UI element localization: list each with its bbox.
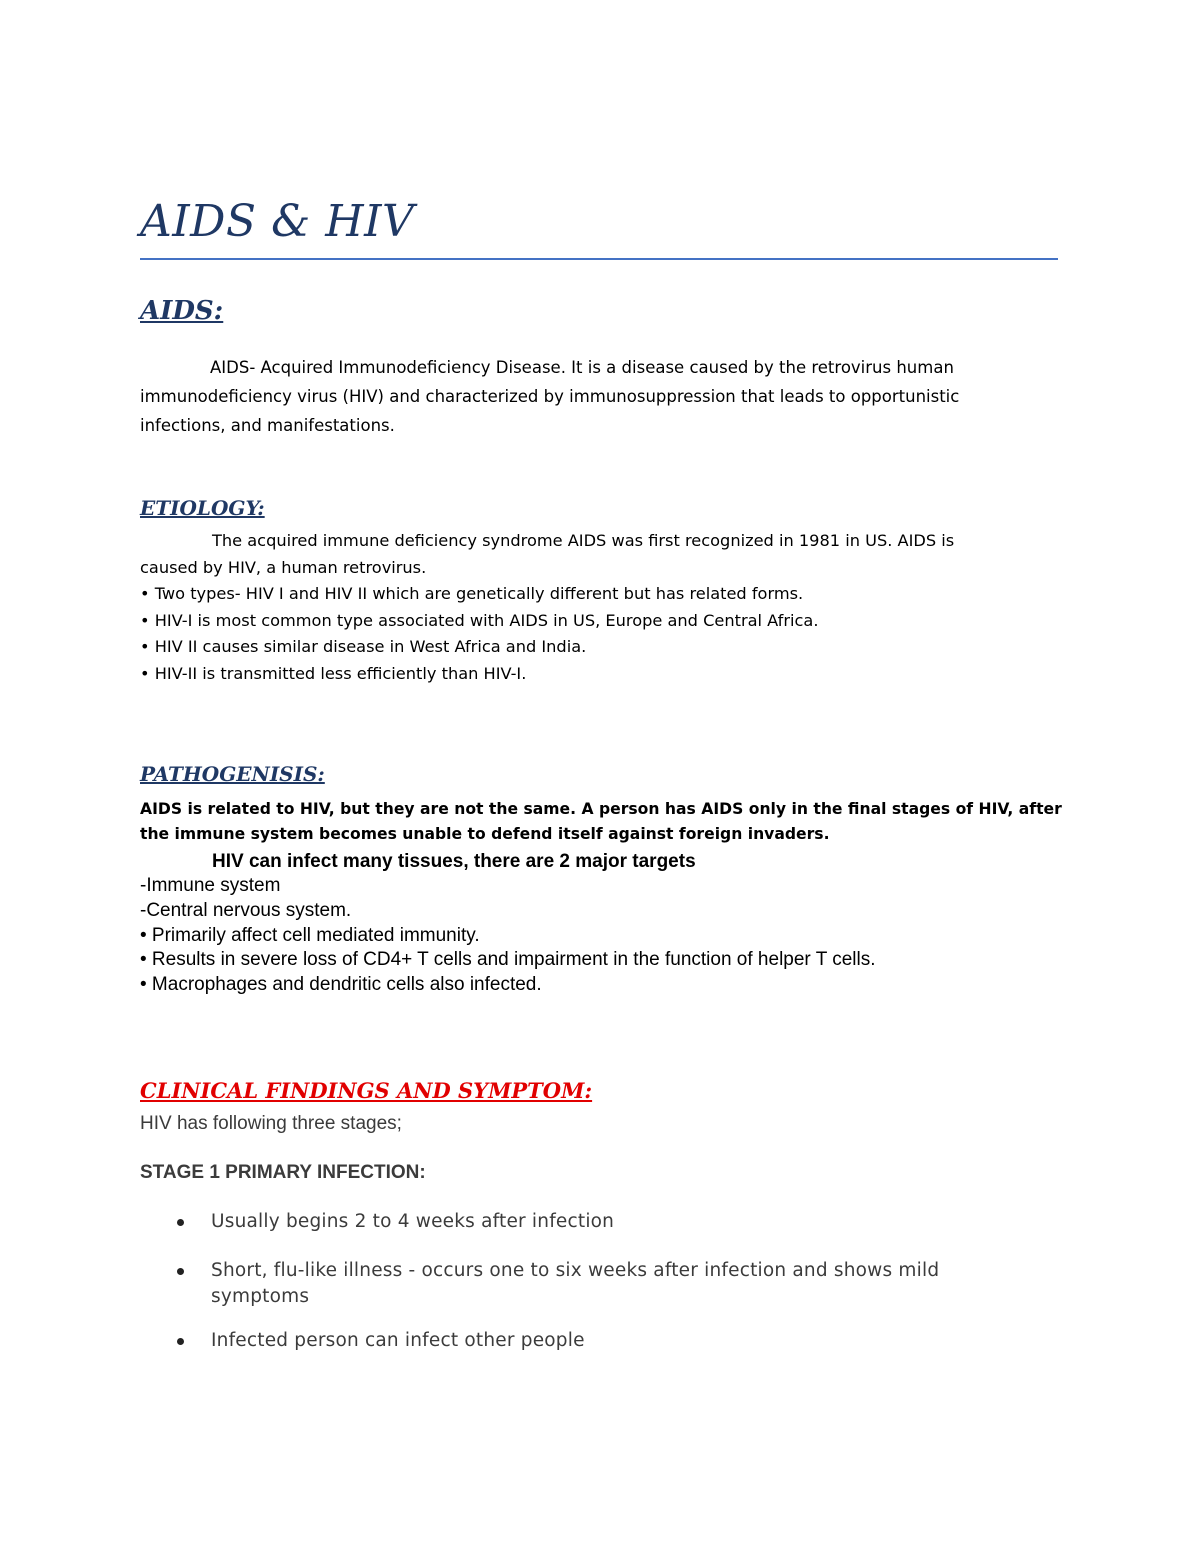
- stage-bullet: Short, flu-like illness - occurs one to six weeks after infection and shows mild: [211, 1260, 940, 1281]
- etiology-bullet: • HIV-II is transmitted less efficiently than HIV-I.: [140, 664, 527, 683]
- clinical-intro: HIV has following three stages;: [140, 1113, 402, 1134]
- title-underline-rule: [140, 258, 1058, 260]
- bullet-dot-icon: [177, 1219, 184, 1226]
- pathogenesis-bullet: • Primarily affect cell mediated immunity.: [140, 925, 480, 946]
- pathogenesis-heading: PATHOGENISIS:: [140, 762, 325, 786]
- aids-heading: AIDS:: [140, 296, 224, 326]
- document-title: AIDS & HIV: [140, 196, 415, 247]
- etiology-bullet: • HIV II causes similar disease in West Africa and India.: [140, 637, 587, 656]
- aids-line: infections, and manifestations.: [140, 416, 395, 435]
- pathogenesis-line: -Central nervous system.: [140, 900, 352, 921]
- etiology-line: caused by HIV, a human retrovirus.: [140, 558, 427, 577]
- pathogenesis-bold-line: AIDS is related to HIV, but they are not the same. A person has AIDS only in the final stages of HIV, after: [140, 800, 1062, 818]
- pathogenesis-line: -Immune system: [140, 875, 281, 896]
- bullet-dot-icon: [177, 1268, 184, 1275]
- etiology-line: The acquired immune deficiency syndrome AIDS was first recognized in 1981 in US. AIDS is: [212, 531, 955, 550]
- stage-heading: STAGE 1 PRIMARY INFECTION:: [140, 1162, 426, 1183]
- pathogenesis-bold-line: the immune system becomes unable to defend itself against foreign invaders.: [140, 825, 830, 843]
- aids-paragraph: [140, 353, 959, 440]
- pathogenesis-subheading: HIV can infect many tissues, there are 2 major targets: [212, 851, 696, 872]
- stage-bullet: Infected person can infect other people: [211, 1330, 585, 1351]
- stage-bullet: Usually begins 2 to 4 weeks after infection: [211, 1211, 615, 1232]
- pathogenesis-bullet: • Macrophages and dendritic cells also infected.: [140, 974, 542, 995]
- etiology-heading: ETIOLOGY:: [140, 496, 265, 520]
- aids-line: AIDS- Acquired Immunodeficiency Disease. It is a disease caused by the retrovirus human: [210, 358, 954, 377]
- etiology-bullet: • Two types- HIV I and HIV II which are genetically different but has related forms.: [140, 584, 804, 603]
- bullet-dot-icon: [177, 1338, 184, 1345]
- aids-line: immunodeficiency virus (HIV) and characterized by immunosuppression that leads to opportunistic: [140, 387, 960, 406]
- clinical-heading: CLINICAL FINDINGS AND SYMPTOM:: [140, 1078, 593, 1103]
- etiology-bullet: • HIV-I is most common type associated with AIDS in US, Europe and Central Africa.: [140, 611, 819, 630]
- stage-bullet-continuation: symptoms: [211, 1286, 310, 1307]
- pathogenesis-bullet: • Results in severe loss of CD4+ T cells and impairment in the function of helper T cells.: [140, 949, 876, 970]
